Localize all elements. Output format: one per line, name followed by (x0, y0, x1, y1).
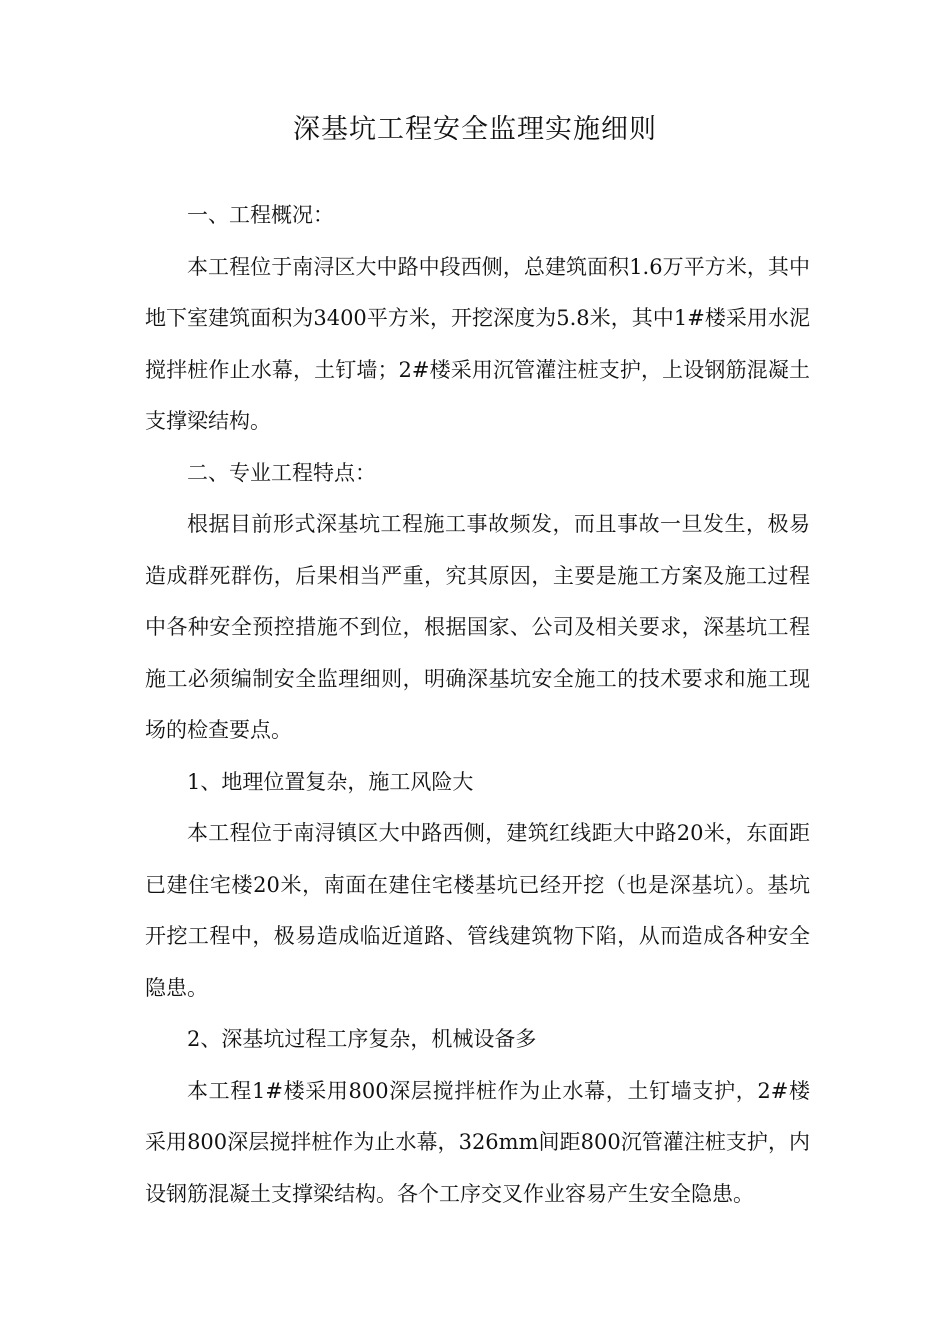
subheading-process: 2、深基坑过程工序复杂，机械设备多 (187, 1027, 537, 1051)
document-title: 深基坑工程安全监理实施细则 (293, 114, 657, 145)
document-body (145, 190, 810, 1220)
paragraph-process: 本工程1#楼采用800深层搅拌桩作为止水幕，土钉墙支护，2#楼采用800深层搅拌桩作为止水幕，326mm间距800沉管灌注桩支护，内设钢筋混凝土支撑梁结构。各个工序交叉作业容易产生安全隐患。 (145, 1078, 810, 1206)
paragraph-overview: 本工程位于南浔区大中路中段西侧，总建筑面积1.6万平方米，其中地下室建筑面积为3400平方米，开挖深度为5.8米，其中1#楼采用水泥搅拌桩作止水幕，土钉墙；2#楼采用沉管灌注桩支护，上设钢筋混凝土支撑梁结构。 (145, 254, 810, 433)
paragraph-location: 本工程位于南浔镇区大中路西侧，建筑红线距大中路20米，东面距已建住宅楼20米，南面在建住宅楼基坑已经开挖（也是深基坑）。基坑开挖工程中，极易造成临近道路、管线建筑物下陷，从而造成各种安全隐患。 (145, 821, 810, 1000)
subheading-location: 1、地理位置复杂，施工风险大 (187, 769, 474, 794)
section-heading-overview: 一、工程概况： (187, 203, 334, 227)
paragraph-features: 根据目前形式深基坑工程施工事故频发，而且事故一旦发生，极易造成群死群伤，后果相当严重，究其原因，主要是施工方案及施工过程中各种安全预控措施不到位，根据国家、公司及相关要求，深基坑工程施工必须编制安全监理细则，明确深基坑安全施工的技术要求和施工现场的检查要点。 (145, 512, 810, 742)
section-heading-features: 二、专业工程特点： (187, 460, 376, 485)
